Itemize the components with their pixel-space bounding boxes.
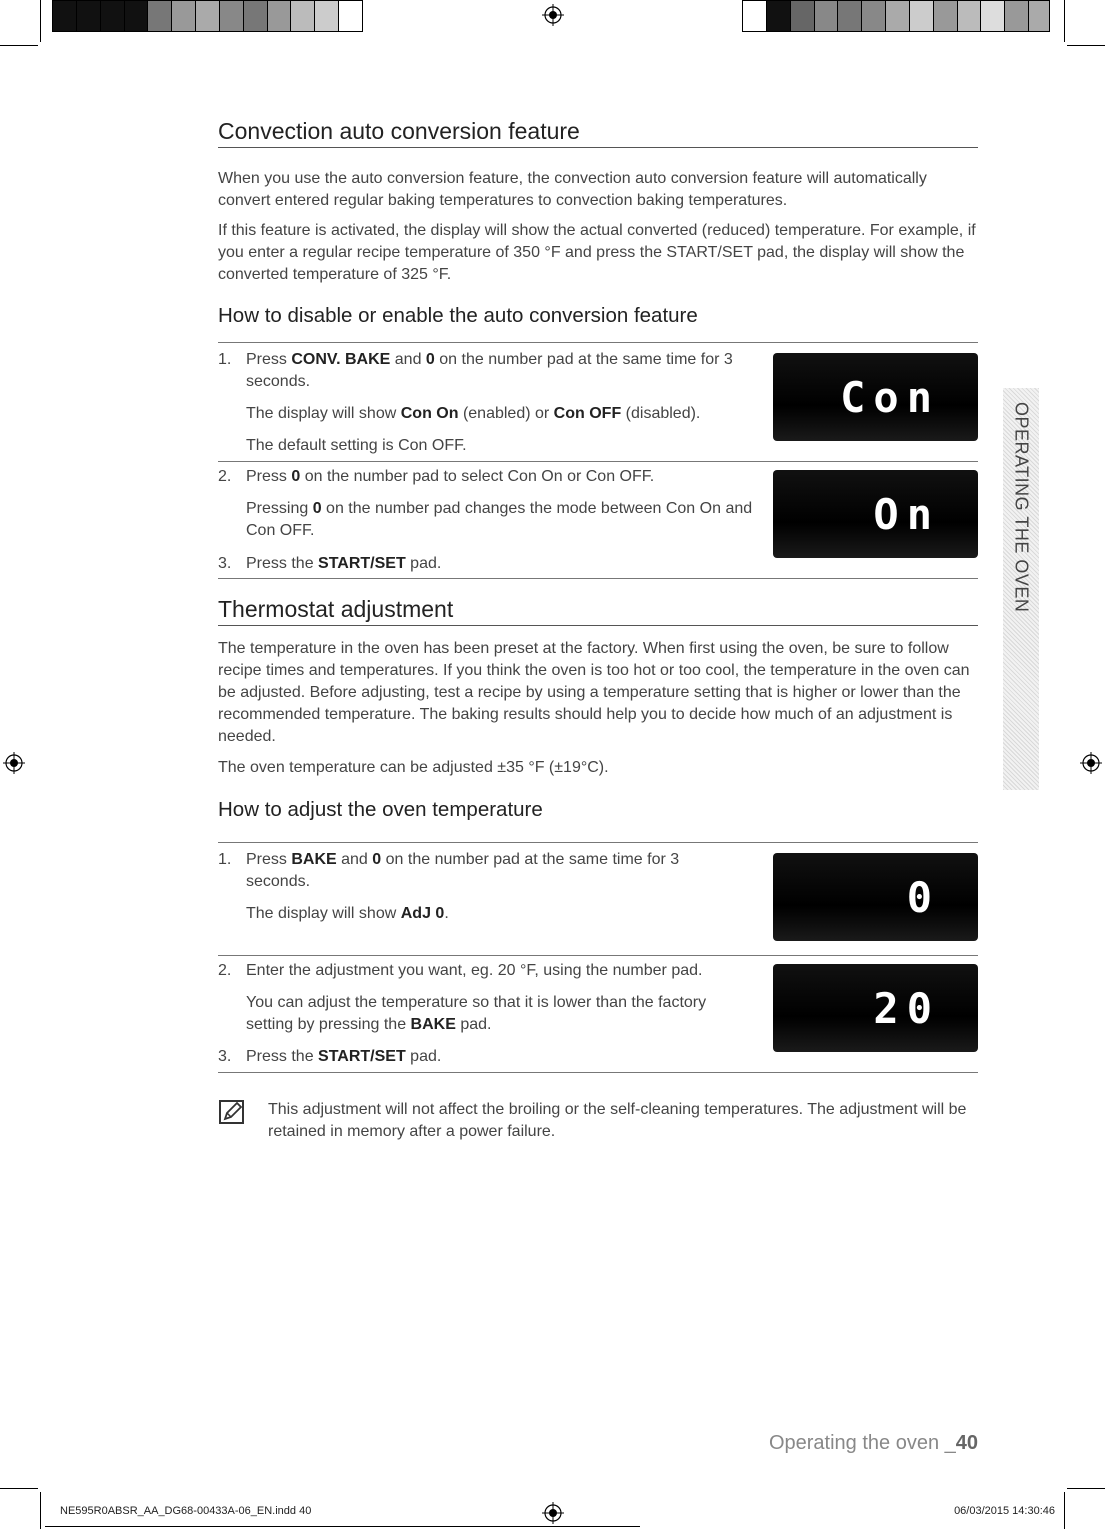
paragraph-thermostat-intro: The temperature in the oven has been preset at the factory. When first using the oven, be sure to follow recipe times and temperatures. If you think the oven is too hot or too cool, the temperature in the oven can be adjusted. Before adjusting, test a recipe by using a temperature setting that is higher or lower than the recommended temperature. The baking results should help you to decide how much of an adjustment is needed. [218, 640, 970, 745]
oven-display-con: Con [773, 353, 978, 441]
crop-mark-bottom-right-h [1067, 1488, 1105, 1489]
section-title-thermostat: Thermostat adjustment [218, 596, 978, 626]
section-title-convection: Convection auto conversion feature [218, 118, 978, 148]
step-1-note-default: The default setting is Con OFF. [246, 437, 467, 454]
adjust-step-block-1: 1. Press BAKE and 0 on the number pad at the same time for 3 seconds. The display will show AdJ 0. 0 [218, 843, 978, 956]
step-number: 1. [218, 351, 232, 368]
subsection-title-adjust: How to adjust the oven temperature [218, 798, 543, 821]
oven-display-zero: 0 [773, 853, 978, 941]
adjust-step-block-2-3: 2. Enter the adjustment you want, eg. 20 °F, using the number pad. You can adjust the temperature so that it is lower than the factory setting by pressing the BAKE pad. 3. Press the START/SET pad. 20 [218, 956, 978, 1073]
step-1-note-display: The display will show Con On (enabled) or Con OFF (disabled). [246, 405, 701, 422]
oven-display-on: On [773, 470, 978, 558]
step-block-2-3: 2. Press 0 on the number pad to select Con On or Con OFF. Pressing 0 on the number pad changes the mode between Con On and Con OFF. 3. Press the START/SET pad. On [218, 462, 978, 579]
footer-page-label: Operating the oven _40 [768, 1432, 978, 1454]
steps-adjust [218, 842, 978, 1073]
crop-mark-top-right-v [1064, 0, 1065, 42]
paragraph-thermostat-range: The oven temperature can be adjusted ±35 °F (±19°C). [218, 759, 609, 776]
step-2-note: Pressing 0 on the number pad changes the mode between Con On and Con OFF. [246, 500, 753, 539]
crop-mark-top-left-v [40, 0, 41, 42]
crop-mark-top-right-h [1067, 45, 1105, 46]
paragraph-convection-intro: When you use the auto conversion feature, the convection auto conversion feature will automatically convert entered regular baking temperatures to convection baking temperatures. [218, 170, 927, 209]
registration-mark-top [542, 4, 564, 26]
color-bar-left [52, 0, 363, 32]
slug-filename: NE595R0ABSR_AA_DG68-00433A-06_EN.indd 40 [60, 1505, 312, 1517]
registration-mark-left [3, 752, 25, 774]
crop-mark-bottom-left-h [0, 1488, 38, 1489]
crop-mark-bottom-left-v [40, 1492, 41, 1529]
registration-mark-right [1080, 752, 1102, 774]
subsection-title-disable-enable: How to disable or enable the auto conversion feature [218, 304, 698, 327]
crop-mark-top-left-h [0, 45, 38, 46]
adjust-step-1-note: The display will show AdJ 0. [246, 905, 449, 922]
main-content [218, 118, 978, 1140]
steps-disable-enable [218, 342, 978, 579]
adjust-step-2-note: You can adjust the temperature so that it is lower than the factory setting by pressing the BAKE pad. [246, 994, 707, 1033]
step-block-1: 1. Press CONV. BAKE and 0 on the number pad at the same time for 3 seconds. The display will show Con On (enabled) or Con OFF (disabled). The default setting is Con OFF. Con [218, 343, 978, 462]
note-pencil-icon [218, 1098, 246, 1126]
crop-mark-bottom-right-v [1064, 1492, 1065, 1529]
registration-mark-bottom [542, 1502, 564, 1524]
chapter-side-tab-label: OPERATING THE OVEN [1011, 402, 1032, 613]
oven-display-twenty: 20 [773, 964, 978, 1052]
paragraph-convection-example: If this feature is activated, the display will show the actual converted (reduced) temperature. For example, if you enter a regular recipe temperature of 350 °F and press the START/SET pad, the display will show the converted temperature of 325 °F. [218, 222, 976, 283]
slug-rule [45, 1526, 640, 1527]
slug-timestamp: 06/03/2015 14:30:46 [954, 1505, 1055, 1517]
note-text: This adjustment will not affect the broiling or the self-cleaning temperatures. The adjustment will be retained in memory after a power failure. [268, 1101, 967, 1140]
color-bar-right [742, 0, 1050, 32]
